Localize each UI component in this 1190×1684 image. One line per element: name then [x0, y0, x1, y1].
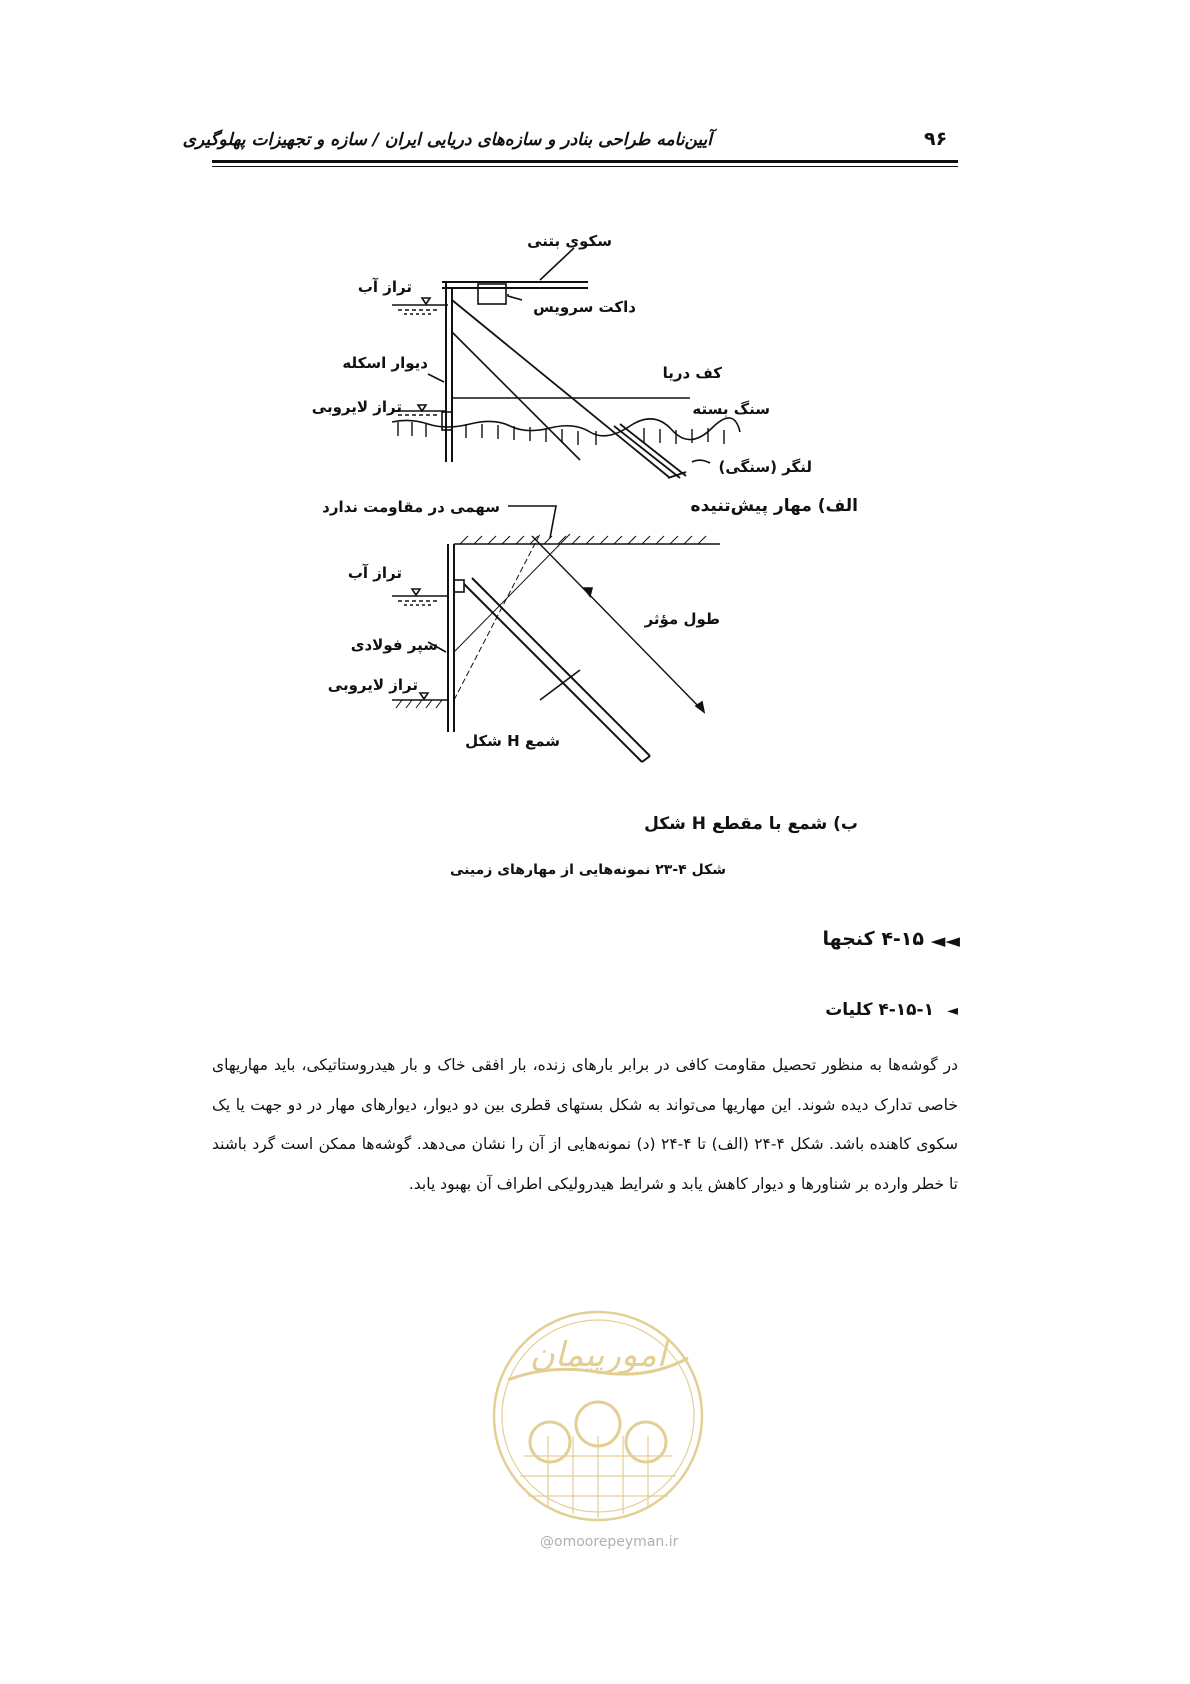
label-water-level-b: تراز آب [347, 564, 402, 582]
label-seabed: کف دریا [662, 364, 722, 382]
page-number: ۹۶ [924, 128, 948, 150]
label-h-pile: شمع H شکل [465, 732, 560, 750]
subsection-heading: ۴-۱۵-۱ کلیات [825, 1000, 934, 1020]
section-marker: ◄◄ [930, 930, 960, 952]
running-header-title: آیین‌نامه طراحی بنادر و سازه‌های دریایی ایران / سازه و تجهیزات پهلوگیری [182, 130, 712, 150]
label-quay-wall: دیوار اسکله [342, 354, 428, 372]
label-water-level-a: تراز آب [357, 278, 412, 296]
watermark-url: @omoorepeyman.ir [540, 1534, 679, 1550]
subsection-marker: ◄ [947, 1003, 958, 1019]
label-service-duct: داکت سرویس [533, 298, 636, 316]
label-dredge-level-b: تراز لایروبی [327, 676, 418, 694]
figure-a-drawing [392, 248, 740, 478]
label-concrete-deck: سکوی بتنی [527, 232, 612, 250]
label-rock-anchor: لنگر (سنگی) [718, 458, 812, 476]
label-dredge-level-a: تراز لایروبی [311, 398, 402, 416]
figure-a-caption: الف) مهار پیش‌تنیده [690, 496, 858, 516]
label-no-resistance: سهمی در مقاومت ندارد [322, 498, 500, 516]
label-effective-length: طول مؤثر [644, 610, 720, 628]
label-bedrock: سنگ بسته [692, 400, 770, 418]
figure-drawing [0, 0, 1190, 820]
figure-caption: شکل ۴-۲۳ نمونه‌هایی از مهارهای زمینی [450, 862, 726, 878]
section-heading: ۴-۱۵ کنجها [822, 928, 924, 950]
body-paragraph: در گوشه‌ها به منظور تحصیل مقاومت کافی در برابر بارهای زنده، بار افقی خاک و بار هیدروستاتیکی، باید مهاریهای خاصی تدارک دیده شوند. این مهاریها می‌تواند به شکل بستهای قطری بین دو دیوار، دیوارهای مهار در دو جهت یا یک سکوی کاهنده باشد. شکل ۴-۲۴ (الف) تا ۴-۲۴ (د) نمونه‌هایی از آن را نشان می‌دهد. گوشه‌ها ممکن است گرد باشند تا خطر وارده بر شناورها و دیوار کاهش یابد و شرایط هیدرولیکی اطراف آن بهبود یابد. [212, 1056, 958, 1193]
watermark-logo [488, 1306, 708, 1526]
figure-b-caption: ب) شمع با مقطع H شکل [644, 814, 858, 834]
figure-b-drawing [392, 506, 720, 762]
watermark-logo-text: امورپیمان [529, 1335, 667, 1375]
label-steel-sheet: سپر فولادی [350, 636, 438, 654]
